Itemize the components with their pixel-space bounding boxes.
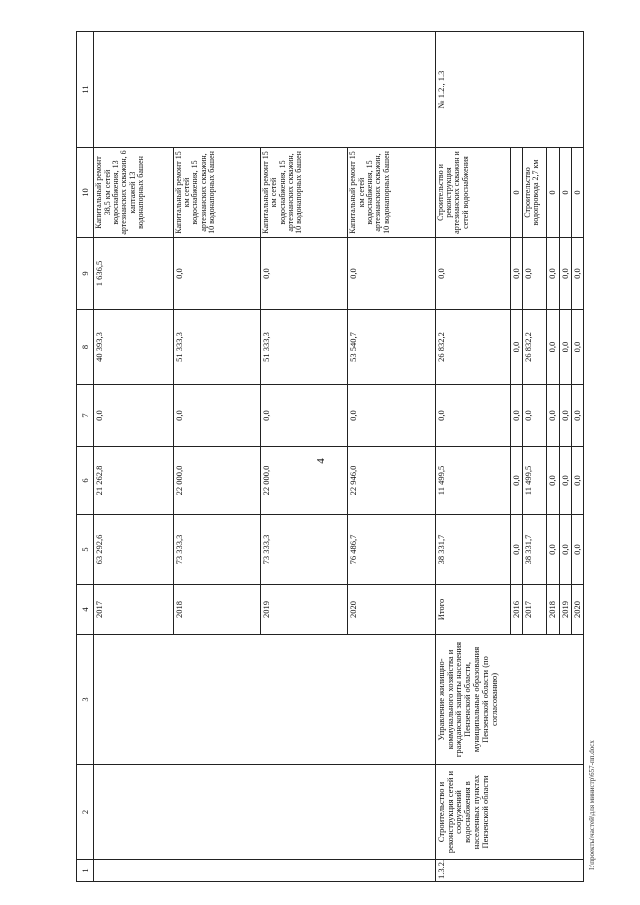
cell-c9: 0,0 (435, 238, 510, 310)
cell-c9: 0,0 (571, 238, 583, 310)
cell-total: 0,0 (547, 515, 559, 585)
cell-c8: 26 832,2 (523, 310, 547, 385)
cell-total: 38 331,7 (435, 515, 510, 585)
cell-c9: 0,0 (348, 238, 435, 310)
cell-c8: 51 333,3 (173, 310, 260, 385)
cell-c6: 22 000,0 (260, 447, 347, 515)
cell-c7: 0,0 (559, 385, 571, 447)
cell-result: Капитальный ремонт 15 км сетей водоснабжения, 15 артезианских скважин, 10 водонапорных башен (348, 148, 435, 238)
cell-c8: 0,0 (571, 310, 583, 385)
cell-total: 0,0 (571, 515, 583, 585)
cell-c6: 0,0 (571, 447, 583, 515)
cell-c6: 22 000,0 (173, 447, 260, 515)
cell-c6: 0,0 (559, 447, 571, 515)
cell-c7: 0,0 (510, 385, 522, 447)
cell-c6: 0,0 (547, 447, 559, 515)
cell-c9: 0,0 (510, 238, 522, 310)
cell-c7: 0,0 (173, 385, 260, 447)
col-header-10: 10 (77, 148, 94, 238)
column-number-row (77, 32, 94, 882)
program-table (76, 31, 584, 882)
cell-total: 0,0 (559, 515, 571, 585)
cell-c9: 0,0 (523, 238, 547, 310)
col-header-9: 9 (77, 238, 94, 310)
cell-result: 0 (510, 148, 522, 238)
cell-c6: 11 499,5 (523, 447, 547, 515)
cell-c7: 0,0 (571, 385, 583, 447)
cell-c6: 22 946,0 (348, 447, 435, 515)
col-header-1: 1 (77, 860, 94, 882)
cell-result: Строительство и реконструкция артезианских скважин и сетей водоснабжения (435, 148, 510, 238)
cell-c7: 0,0 (523, 385, 547, 447)
cell-total: 63 292,6 (94, 515, 173, 585)
col-header-4: 4 (77, 585, 94, 635)
cell-result: 0 (559, 148, 571, 238)
col-header-6: 6 (77, 447, 94, 515)
footer-text: I:\проекты\частей\для министр\657-пп.docx (588, 740, 596, 870)
cell-c7: 0,0 (260, 385, 347, 447)
cell-year: 2019 (260, 585, 347, 635)
cell-result: Капитальный ремонт 15 км сетей водоснабжения, 15 артезианских скважин, 10 водонапорных башен (173, 148, 260, 238)
file-path-footer (588, 740, 598, 880)
table-row (94, 32, 173, 882)
cell-c8: 0,0 (559, 310, 571, 385)
cell-c8: 40 393,3 (94, 310, 173, 385)
cell-c3-empty (94, 635, 435, 765)
cell-c9: 1 636,5 (94, 238, 173, 310)
cell-result: Капитальный ремонт 38,5 км сетей водоснабжения, 13 артезианских скважин, 6 каптажей 13 водонапорных башен (94, 148, 173, 238)
cell-c11-empty (94, 32, 435, 148)
cell-c7: 0,0 (348, 385, 435, 447)
cell-year: 2018 (547, 585, 559, 635)
col-header-8: 8 (77, 310, 94, 385)
cell-c9: 0,0 (260, 238, 347, 310)
cell-total: 73 333,3 (260, 515, 347, 585)
cell-total: 76 486,7 (348, 515, 435, 585)
col-header-3: 3 (77, 635, 94, 765)
cell-year: 2017 (94, 585, 173, 635)
section-activity: Строительство и реконструкция сетей и сооружений водоснабжения в населенных пунктах Пензенской области (435, 765, 583, 860)
page-number: 4 (314, 458, 327, 464)
table-anchor (76, 70, 582, 892)
col-header-2: 2 (77, 765, 94, 860)
cell-year: 2016 (510, 585, 522, 635)
cell-c7: 0,0 (94, 385, 173, 447)
cell-c8: 0,0 (510, 310, 522, 385)
cell-year: 2019 (559, 585, 571, 635)
cell-year: 2018 (173, 585, 260, 635)
cell-c7: 0,0 (547, 385, 559, 447)
col-header-5: 5 (77, 515, 94, 585)
cell-c9: 0,0 (173, 238, 260, 310)
section-indicator: № 1.2., 1.3 (435, 32, 583, 148)
cell-c8: 26 832,2 (435, 310, 510, 385)
cell-year: Итого (435, 585, 510, 635)
section-number: 1.3.2. (435, 860, 583, 882)
col-header-7: 7 (77, 385, 94, 447)
cell-result: Строительство водопровода 2,7 км (523, 148, 547, 238)
cell-c1-empty (94, 860, 435, 882)
cell-result: 0 (547, 148, 559, 238)
cell-c7: 0,0 (435, 385, 510, 447)
cell-c6: 21 262,8 (94, 447, 173, 515)
cell-c6: 0,0 (510, 447, 522, 515)
section-responsible: Управление жилищно-коммунального хозяйства и гражданской защиты населения Пензенской области, муниципальные образования Пензенской области (по согласованию) (435, 635, 583, 765)
col-header-11: 11 (77, 32, 94, 148)
cell-c9: 0,0 (559, 238, 571, 310)
table-row-total (435, 32, 510, 882)
cell-c8: 53 540,7 (348, 310, 435, 385)
cell-year: 2017 (523, 585, 547, 635)
cell-total: 38 331,7 (523, 515, 547, 585)
cell-c2-empty (94, 765, 435, 860)
cell-total: 73 333,3 (173, 515, 260, 585)
cell-total: 0,0 (510, 515, 522, 585)
cell-c8: 0,0 (547, 310, 559, 385)
cell-year: 2020 (571, 585, 583, 635)
rotated-table-container (76, 32, 584, 882)
cell-c6: 11 499,5 (435, 447, 510, 515)
cell-c8: 51 333,3 (260, 310, 347, 385)
cell-c9: 0,0 (547, 238, 559, 310)
cell-result: 0 (571, 148, 583, 238)
cell-year: 2020 (348, 585, 435, 635)
cell-result: Капитальный ремонт 15 км сетей водоснабжения, 15 артезианских скважин, 10 водонапорных башен (260, 148, 347, 238)
